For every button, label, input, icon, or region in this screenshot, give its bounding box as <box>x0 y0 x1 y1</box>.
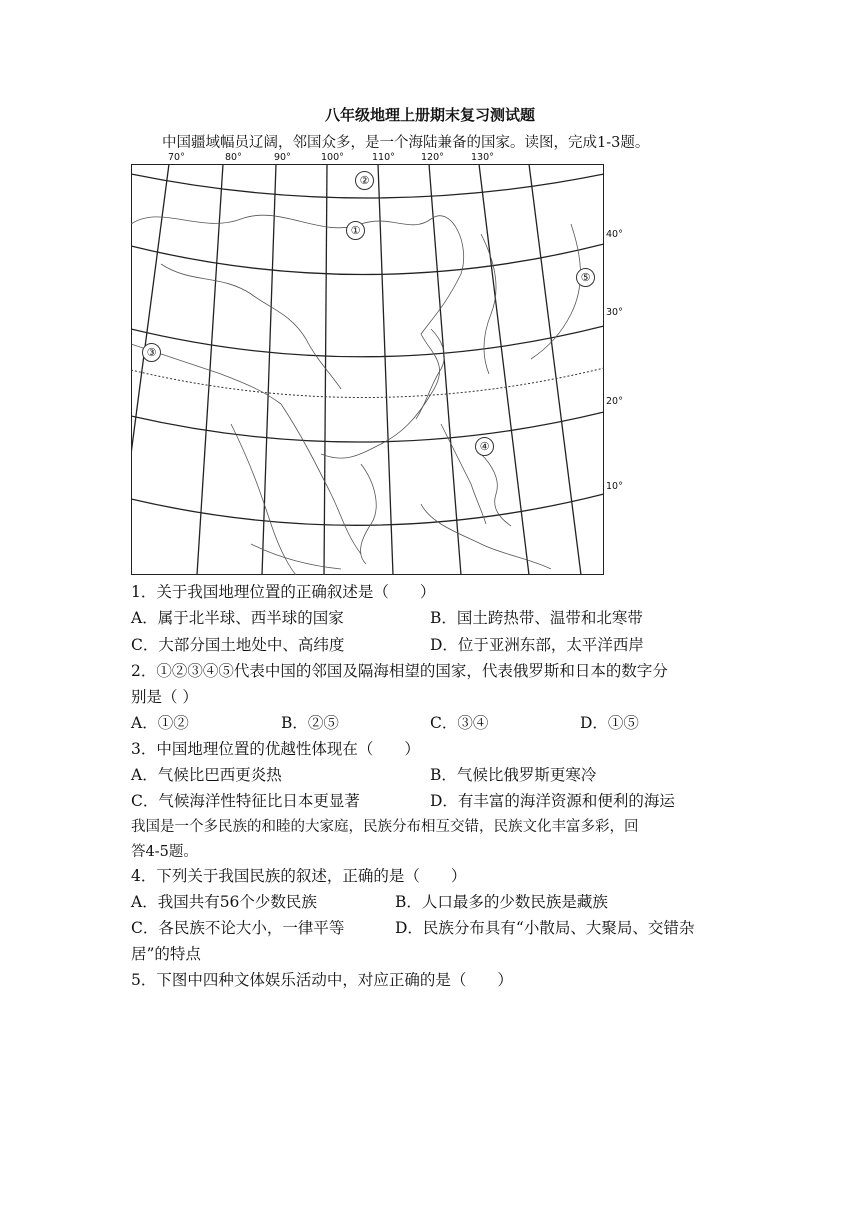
marker-3: ③ <box>142 343 161 362</box>
lon-label-100: 100° <box>321 152 344 163</box>
lon-label-130: 130° <box>471 152 494 163</box>
q2-option-d: D．①⑤ <box>580 714 639 732</box>
q2-option-c: C．③④ <box>430 714 489 732</box>
lon-label-110: 110° <box>372 152 395 163</box>
lat-label-10: 10° <box>606 481 623 492</box>
q4-stem: 4．下列关于我国民族的叙述，正确的是（ ） <box>131 867 467 885</box>
lat-label-30: 30° <box>606 307 623 318</box>
lon-label-80: 80° <box>225 152 242 163</box>
marker-5: ⑤ <box>576 268 595 287</box>
q4-option-d-line1: D．民族分布具有“小散局、大聚局、交错杂 <box>395 919 695 937</box>
q4-option-b: B．人口最多的少数民族是藏族 <box>395 893 608 911</box>
q1-option-c: C．大部分国土地处中、高纬度 <box>131 636 345 654</box>
q3-option-b: B．气候比俄罗斯更寒冷 <box>430 766 597 784</box>
lat-label-40: 40° <box>606 229 623 240</box>
q1-option-a: A．属于北半球、西半球的国家 <box>131 609 344 627</box>
q2-stem-line1: 2．①②③④⑤代表中国的邻国及隔海相望的国家，代表俄罗斯和日本的数字分 <box>131 662 668 680</box>
q4-option-d-line2: 居”的特点 <box>131 945 201 963</box>
q4-option-a: A．我国共有56个少数民族 <box>131 893 317 911</box>
q5-stem: 5．下图中四种文体娱乐活动中，对应正确的是（ ） <box>131 971 513 989</box>
q1-option-b: B．国土跨热带、温带和北寒带 <box>430 609 643 627</box>
intro-text-2-line1: 我国是一个多民族的和睦的大家庭，民族分布相互交错，民族文化丰富多彩，回 <box>131 819 639 835</box>
east-asia-map <box>131 164 604 575</box>
q2-option-a: A．①② <box>131 714 189 732</box>
intro-text-1: 中国疆域幅员辽阔，邻国众多，是一个海陆兼备的国家。读图，完成1-3题。 <box>162 135 650 151</box>
q3-stem: 3．中国地理位置的优越性体现在（ ） <box>131 740 420 758</box>
lon-label-70: 70° <box>168 152 185 163</box>
q2-stem-line2: 别是（ ） <box>131 688 198 706</box>
q3-option-d: D．有丰富的海洋资源和便利的海运 <box>430 792 675 810</box>
marker-2: ② <box>355 171 374 190</box>
q1-option-d: D．位于亚洲东部，太平洋西岸 <box>430 636 644 654</box>
q3-option-a: A．气候比巴西更炎热 <box>131 766 282 784</box>
marker-4: ④ <box>475 437 494 456</box>
lat-label-20: 20° <box>606 396 623 407</box>
page-title: 八年级地理上册期末复习测试题 <box>324 106 535 124</box>
q1-stem: 1．关于我国地理位置的正确叙述是（ ） <box>131 583 436 601</box>
lon-label-90: 90° <box>274 152 291 163</box>
lon-label-120: 120° <box>421 152 444 163</box>
q2-option-b: B．②⑤ <box>281 714 339 732</box>
intro-text-2-line2: 答4-5题。 <box>131 844 198 860</box>
marker-1: ① <box>346 221 365 240</box>
q3-option-c: C．气候海洋性特征比日本更显著 <box>131 792 360 810</box>
q4-option-c: C．各民族不论大小，一律平等 <box>131 919 345 937</box>
